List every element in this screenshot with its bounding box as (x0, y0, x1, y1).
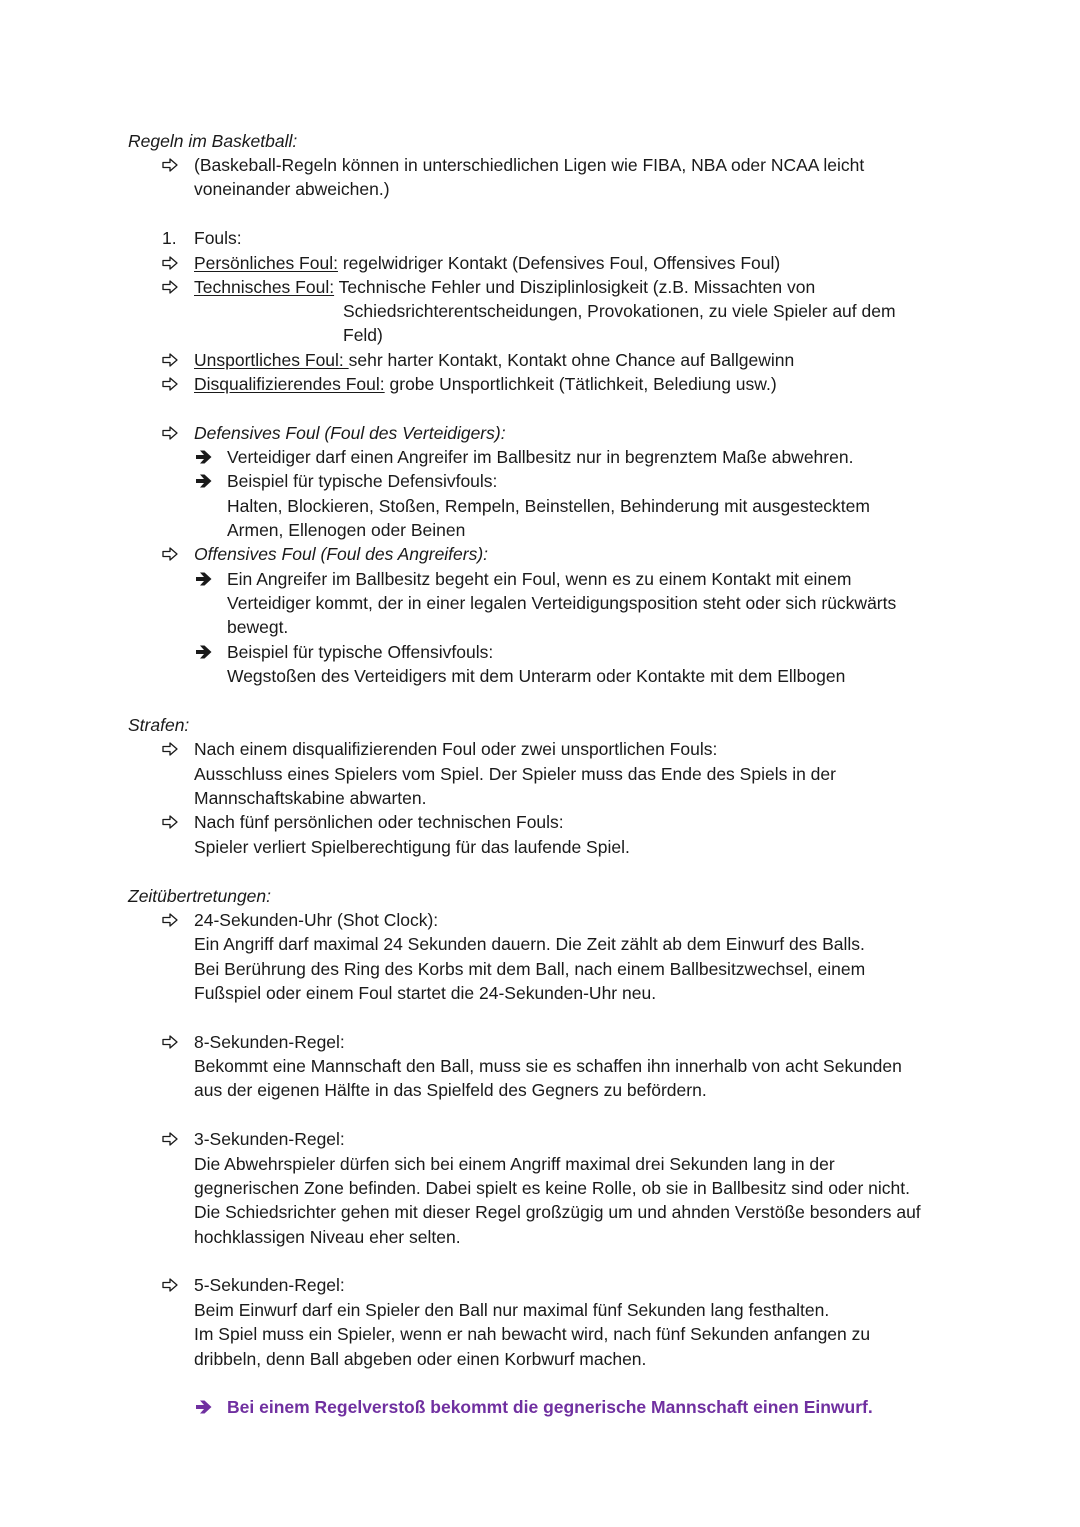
penalty-1-line-3: Mannschaftskabine abwarten. (194, 788, 427, 808)
offensive-point-1-line-1: Ein Angreifer im Ballbesitz begeht ein Foul, wenn es zu einem Kontakt mit einem (227, 569, 852, 589)
technical-foul-cont-1: Schiedsrichterentscheidungen, Provokationen, zu viele Spieler auf dem (343, 301, 896, 321)
defensive-heading: Defensives Foul (Foul des Verteidigers): (194, 423, 506, 443)
shot-clock-line-3: Fußspiel oder einem Foul startet die 24-Sekunden-Uhr neu. (194, 983, 657, 1003)
personal-foul-term: Persönliches Foul: (194, 253, 338, 273)
purple-arrow-icon (195, 1399, 213, 1415)
disqualifying-foul-term: Disqualifizierendes Foul: (194, 374, 385, 394)
solid-arrow-icon (195, 644, 213, 660)
shot-clock-title: 24-Sekunden-Uhr (Shot Clock): (194, 910, 439, 930)
five-second-line-3: dribbeln, denn Ball abgeben oder einen Korbwurf machen. (194, 1349, 647, 1369)
time-violations-heading: Zeitübertretungen: (128, 886, 272, 906)
three-second-line-1: Die Abwehrspieler dürfen sich bei einem Angriff maximal drei Sekunden lang in der (194, 1154, 835, 1174)
intro-line-2: voneinander abweichen.) (194, 179, 390, 199)
intro-line-1: (Baskeball-Regeln können in unterschiedlichen Ligen wie FIBA, NBA oder NCAA leicht (194, 155, 865, 175)
penalty-2-line-1: Nach fünf persönlichen oder technischen Fouls: (194, 812, 564, 832)
penalties-heading: Strafen: (128, 715, 190, 735)
technical-foul-text: Technische Fehler und Disziplinlosigkeit (z.B. Missachten von (334, 277, 816, 297)
five-second-title: 5-Sekunden-Regel: (194, 1275, 345, 1295)
eight-second-title: 8-Sekunden-Regel: (194, 1032, 345, 1052)
shot-clock-line-1: Ein Angriff darf maximal 24 Sekunden dauern. Die Zeit zählt ab dem Einwurf des Balls. (194, 934, 865, 954)
hollow-arrow-icon (162, 158, 178, 172)
offensive-heading: Offensives Foul (Foul des Angreifers): (194, 544, 489, 564)
penalty-1-line-2: Ausschluss eines Spielers vom Spiel. Der Spieler muss das Ende des Spiels in der (194, 764, 836, 784)
unsportsmanlike-foul-text: sehr harter Kontakt, Kontakt ohne Chance auf Ballgewinn (348, 350, 795, 370)
penalty-1-line-1: Nach einem disqualifizierenden Foul oder zwei unsportlichen Fouls: (194, 739, 718, 759)
technical-foul-cont-2: Feld) (343, 325, 383, 345)
disqualifying-foul-line (194, 372, 777, 396)
offensive-point-2: Beispiel für typische Offensivfouls: (227, 642, 494, 662)
shot-clock-line-2: Bei Berührung des Ring des Korbs mit dem Ball, nach einem Ballbesitzwechsel, einem (194, 959, 866, 979)
three-second-line-3: Die Schiedsrichter gehen mit dieser Regel großzügig um und ahnden Verstöße besonders auf (194, 1202, 921, 1222)
hollow-arrow-icon (162, 1132, 178, 1146)
eight-second-line-1: Bekommt eine Mannschaft den Ball, muss sie es schaffen ihn innerhalb von acht Sekunden (194, 1056, 902, 1076)
hollow-arrow-icon (162, 1035, 178, 1049)
hollow-arrow-icon (162, 377, 178, 391)
solid-arrow-icon (195, 571, 213, 587)
disqualifying-foul-text: grobe Unsportlichkeit (Tätlichkeit, Belediung usw.) (384, 374, 777, 394)
unsportsmanlike-foul-term: Unsportliches Foul: (194, 350, 349, 370)
hollow-arrow-icon (162, 256, 178, 270)
hollow-arrow-icon (162, 742, 178, 756)
three-second-line-4: hochklassigen Niveau eher selten. (194, 1227, 461, 1247)
hollow-arrow-icon (162, 1278, 178, 1292)
hollow-arrow-icon (162, 913, 178, 927)
personal-foul-line (194, 251, 780, 275)
page-title: Regeln im Basketball: (128, 131, 298, 151)
defensive-examples-line-1: Halten, Blockieren, Stoßen, Rempeln, Beinstellen, Behinderung mit ausgestecktem (227, 496, 870, 516)
penalty-2-line-2: Spieler verliert Spielberechtigung für das laufende Spiel. (194, 837, 630, 857)
defensive-examples-line-2: Armen, Ellenogen oder Beinen (227, 520, 466, 540)
hollow-arrow-icon (162, 547, 178, 561)
defensive-point-1: Verteidiger darf einen Angreifer im Ballbesitz nur in begrenztem Maße abwehren. (227, 447, 854, 467)
five-second-line-2: Im Spiel muss ein Spieler, wenn er nah bewacht wird, nach fünf Sekunden anfangen zu (194, 1324, 871, 1344)
hollow-arrow-icon (162, 426, 178, 440)
unsportsmanlike-foul-line (194, 348, 794, 372)
offensive-point-1-line-3: bewegt. (227, 617, 289, 637)
three-second-line-2: gegnerischen Zone befinden. Dabei spielt es keine Rolle, ob sie in Ballbesitz sind oder nicht. (194, 1178, 910, 1198)
technical-foul-line (194, 275, 815, 299)
technical-foul-term: Technisches Foul: (194, 277, 335, 297)
solid-arrow-icon (195, 449, 213, 465)
hollow-arrow-icon (162, 353, 178, 367)
list-number: 1. (162, 228, 177, 248)
offensive-point-1-line-2: Verteidiger kommt, der in einer legalen Verteidigungsposition steht oder sich rückwärts (227, 593, 897, 613)
conclusion-text: Bei einem Regelverstoß bekommt die gegnerische Mannschaft einen Einwurf. (227, 1397, 873, 1417)
eight-second-line-2: aus der eigenen Hälfte in das Spielfeld des Gegners zu befördern. (194, 1080, 707, 1100)
defensive-point-2: Beispiel für typische Defensivfouls: (227, 471, 498, 491)
solid-arrow-icon (195, 473, 213, 489)
personal-foul-text: regelwidriger Kontakt (Defensives Foul, Offensives Foul) (337, 253, 781, 273)
hollow-arrow-icon (162, 815, 178, 829)
offensive-examples-line-1: Wegstoßen des Verteidigers mit dem Unterarm oder Kontakte mit dem Ellbogen (227, 666, 846, 686)
fouls-heading: Fouls: (194, 228, 242, 248)
five-second-line-1: Beim Einwurf darf ein Spieler den Ball nur maximal fünf Sekunden lang festhalten. (194, 1300, 830, 1320)
hollow-arrow-icon (162, 280, 178, 294)
three-second-title: 3-Sekunden-Regel: (194, 1129, 345, 1149)
